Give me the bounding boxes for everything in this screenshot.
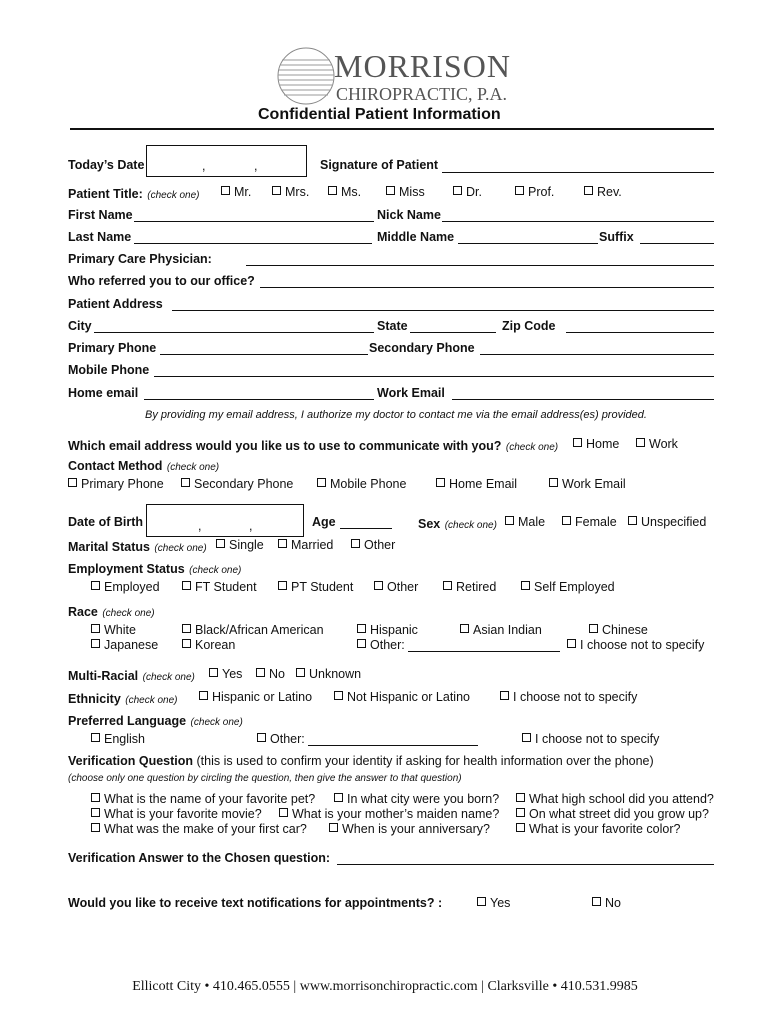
middle-name-field[interactable] bbox=[458, 243, 598, 244]
state-label: State bbox=[377, 319, 408, 333]
date-sep: , bbox=[254, 159, 258, 173]
employment-self-employed-checkbox[interactable]: Self Employed bbox=[521, 580, 615, 594]
signature-label: Signature of Patient bbox=[320, 158, 439, 172]
marital-label: Marital Status (check one) bbox=[68, 540, 207, 554]
title-dr-checkbox[interactable]: Dr. bbox=[453, 185, 482, 199]
page-title: Confidential Patient Information bbox=[258, 106, 501, 123]
language-other-field[interactable] bbox=[308, 745, 478, 746]
question-color[interactable]: What is your favorite color? bbox=[516, 822, 680, 836]
language-label: Preferred Language (check one) bbox=[68, 714, 243, 728]
age-label: Age bbox=[312, 515, 336, 529]
mobile-phone-field[interactable] bbox=[154, 376, 714, 377]
dob-field[interactable] bbox=[146, 504, 304, 537]
contact-secondary-phone-checkbox[interactable]: Secondary Phone bbox=[181, 477, 293, 491]
marital-single-checkbox[interactable]: Single bbox=[216, 538, 264, 552]
ethnicity-label: Ethnicity (check one) bbox=[68, 692, 178, 706]
race-not-specify-checkbox[interactable]: I choose not to specify bbox=[567, 638, 704, 652]
date-sep: , bbox=[198, 519, 202, 533]
email-note: By providing my email address, I authorize my doctor to contact me via the email address(es) provided. bbox=[145, 409, 647, 421]
sex-label: Sex (check one) bbox=[418, 517, 497, 531]
suffix-field[interactable] bbox=[640, 243, 714, 244]
primary-care-label: Primary Care Physician: bbox=[68, 252, 212, 266]
sex-unspecified-checkbox[interactable]: Unspecified bbox=[628, 515, 706, 529]
state-field[interactable] bbox=[410, 332, 496, 333]
age-field[interactable] bbox=[340, 528, 392, 529]
title-miss-checkbox[interactable]: Miss bbox=[386, 185, 425, 199]
contact-method-label: Contact Method (check one) bbox=[68, 459, 220, 473]
multi-unknown-checkbox[interactable]: Unknown bbox=[296, 667, 361, 681]
date-sep: , bbox=[249, 519, 253, 533]
text-yes-checkbox[interactable]: Yes bbox=[477, 896, 510, 910]
race-other-checkbox[interactable]: Other: bbox=[357, 638, 405, 652]
todays-date-field[interactable] bbox=[146, 145, 307, 177]
work-email-label: Work Email bbox=[377, 386, 445, 400]
todays-date-label: Today’s Date bbox=[68, 158, 145, 172]
primary-care-field[interactable] bbox=[246, 265, 714, 266]
race-black-checkbox[interactable]: Black/African American bbox=[182, 623, 324, 637]
multi-racial-label: Multi-Racial (check one) bbox=[68, 669, 195, 683]
question-street[interactable]: On what street did you grow up? bbox=[516, 807, 709, 821]
marital-married-checkbox[interactable]: Married bbox=[278, 538, 333, 552]
question-city[interactable]: In what city were you born? bbox=[334, 792, 499, 806]
city-label: City bbox=[68, 319, 92, 333]
logo-name: MORRISON bbox=[334, 48, 511, 84]
question-anniversary[interactable]: When is your anniversary? bbox=[329, 822, 490, 836]
question-car[interactable]: What was the make of your first car? bbox=[91, 822, 307, 836]
race-japanese-checkbox[interactable]: Japanese bbox=[91, 638, 158, 652]
title-mr-checkbox[interactable]: Mr. bbox=[221, 185, 251, 199]
logo bbox=[276, 46, 516, 108]
employment-ft-student-checkbox[interactable]: FT Student bbox=[182, 580, 257, 594]
secondary-phone-field[interactable] bbox=[480, 354, 714, 355]
text-no-checkbox[interactable]: No bbox=[592, 896, 621, 910]
work-email-field[interactable] bbox=[452, 399, 714, 400]
question-maiden[interactable]: What is your mother’s maiden name? bbox=[279, 807, 499, 821]
verification-choose: (choose only one question by circling the question, then give the answer to that question) bbox=[68, 773, 462, 784]
sex-male-checkbox[interactable]: Male bbox=[505, 515, 545, 529]
patient-address-field[interactable] bbox=[172, 310, 714, 311]
title-rule bbox=[70, 128, 714, 130]
language-not-specify-checkbox[interactable]: I choose not to specify bbox=[522, 732, 659, 746]
city-field[interactable] bbox=[94, 332, 374, 333]
title-prof-checkbox[interactable]: Prof. bbox=[515, 185, 554, 199]
race-chinese-checkbox[interactable]: Chinese bbox=[589, 623, 648, 637]
nick-name-field[interactable] bbox=[442, 221, 714, 222]
zip-label: Zip Code bbox=[502, 319, 556, 333]
employment-label: Employment Status (check one) bbox=[68, 562, 242, 576]
zip-field[interactable] bbox=[566, 332, 714, 333]
language-english-checkbox[interactable]: English bbox=[91, 732, 145, 746]
question-school[interactable]: What high school did you attend? bbox=[516, 792, 714, 806]
race-other-field[interactable] bbox=[408, 651, 560, 652]
race-asian-indian-checkbox[interactable]: Asian Indian bbox=[460, 623, 542, 637]
home-email-field[interactable] bbox=[144, 399, 374, 400]
text-notif-label: Would you like to receive text notifications for appointments? : bbox=[68, 896, 443, 910]
verification-label: Verification Question (this is used to confirm your identity if asking for health information over the phone) bbox=[68, 754, 654, 768]
ethnicity-not-specify-checkbox[interactable]: I choose not to specify bbox=[500, 690, 637, 704]
last-name-label: Last Name bbox=[68, 230, 132, 244]
race-hispanic-checkbox[interactable]: Hispanic bbox=[357, 623, 418, 637]
race-korean-checkbox[interactable]: Korean bbox=[182, 638, 235, 652]
home-email-label: Home email bbox=[68, 386, 139, 400]
suffix-label: Suffix bbox=[599, 230, 634, 244]
date-sep: , bbox=[202, 159, 206, 173]
marital-other-checkbox[interactable]: Other bbox=[351, 538, 395, 552]
race-label: Race (check one) bbox=[68, 605, 155, 619]
first-name-label: First Name bbox=[68, 208, 133, 222]
employment-retired-checkbox[interactable]: Retired bbox=[443, 580, 496, 594]
ethnicity-hispanic-checkbox[interactable]: Hispanic or Latino bbox=[199, 690, 312, 704]
question-movie[interactable]: What is your favorite movie? bbox=[91, 807, 262, 821]
contact-primary-phone-checkbox[interactable]: Primary Phone bbox=[68, 477, 164, 491]
contact-work-email-checkbox[interactable]: Work Email bbox=[549, 477, 626, 491]
nick-name-label: Nick Name bbox=[377, 208, 441, 222]
employment-pt-student-checkbox[interactable]: PT Student bbox=[278, 580, 353, 594]
title-ms-checkbox[interactable]: Ms. bbox=[328, 185, 361, 199]
middle-name-label: Middle Name bbox=[377, 230, 455, 244]
referred-field[interactable] bbox=[260, 287, 714, 288]
first-name-field[interactable] bbox=[134, 221, 374, 222]
multi-yes-checkbox[interactable]: Yes bbox=[209, 667, 242, 681]
logo-emblem-icon bbox=[276, 46, 336, 106]
patient-title-label: Patient Title: (check one) bbox=[68, 187, 200, 201]
race-white-checkbox[interactable]: White bbox=[91, 623, 136, 637]
question-pet[interactable]: What is the name of your favorite pet? bbox=[91, 792, 315, 806]
verification-answer-field[interactable] bbox=[337, 864, 714, 865]
patient-address-label: Patient Address bbox=[68, 297, 163, 311]
verification-answer-label: Verification Answer to the Chosen question: bbox=[68, 851, 331, 865]
contact-mobile-phone-checkbox[interactable]: Mobile Phone bbox=[317, 477, 406, 491]
secondary-phone-label: Secondary Phone bbox=[369, 341, 475, 355]
employment-other-checkbox[interactable]: Other bbox=[374, 580, 418, 594]
primary-phone-label: Primary Phone bbox=[68, 341, 157, 355]
email-home-checkbox[interactable]: Home bbox=[573, 437, 619, 451]
sex-female-checkbox[interactable]: Female bbox=[562, 515, 617, 529]
which-email-label: Which email address would you like us to use to communicate with you? (check one) bbox=[68, 439, 559, 453]
dob-label: Date of Birth bbox=[68, 515, 143, 529]
multi-no-checkbox[interactable]: No bbox=[256, 667, 285, 681]
mobile-phone-label: Mobile Phone bbox=[68, 363, 150, 377]
employment-employed-checkbox[interactable]: Employed bbox=[91, 580, 160, 594]
contact-home-email-checkbox[interactable]: Home Email bbox=[436, 477, 517, 491]
language-other-checkbox[interactable]: Other: bbox=[257, 732, 305, 746]
last-name-field[interactable] bbox=[134, 243, 372, 244]
signature-field[interactable] bbox=[442, 172, 714, 173]
primary-phone-field[interactable] bbox=[160, 354, 368, 355]
footer: Ellicott City • 410.465.0555 | www.morrisonchiropractic.com | Clarksville • 410.531.9985 bbox=[132, 979, 638, 994]
logo-sub: CHIROPRACTIC, P.A. bbox=[336, 84, 508, 104]
title-rev-checkbox[interactable]: Rev. bbox=[584, 185, 622, 199]
referred-label: Who referred you to our office? bbox=[68, 274, 255, 288]
email-work-checkbox[interactable]: Work bbox=[636, 437, 678, 451]
title-mrs-checkbox[interactable]: Mrs. bbox=[272, 185, 309, 199]
ethnicity-not-hispanic-checkbox[interactable]: Not Hispanic or Latino bbox=[334, 690, 470, 704]
